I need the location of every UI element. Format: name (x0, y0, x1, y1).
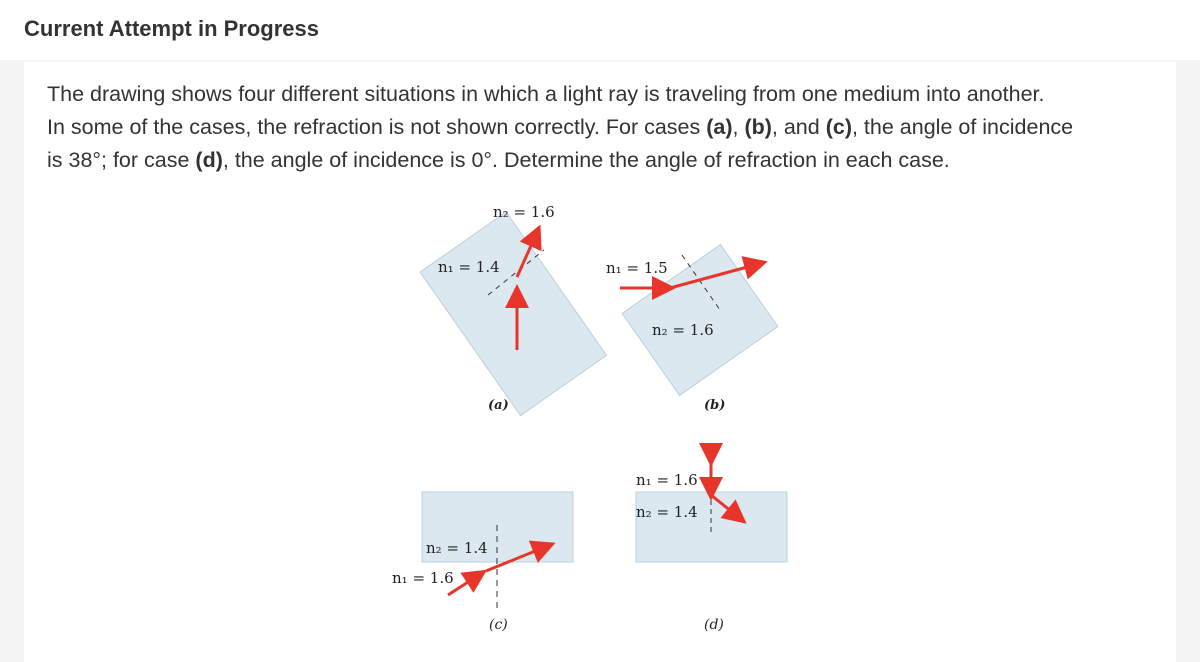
case-b-n2-label: n₂ = 1.6 (652, 321, 714, 339)
case-c-n2-label: n₂ = 1.4 (426, 539, 488, 557)
case-a-medium (420, 212, 606, 416)
case-a-n2-label: n₂ = 1.6 (493, 203, 555, 221)
case-a-n1-label: n₁ = 1.4 (438, 258, 500, 276)
case-b-caption: (b) (704, 398, 726, 413)
case-d-diagram (636, 447, 787, 633)
question-line-3: is 38°; for case (d), the angle of incidence is 0°. Determine the angle of refraction in each case. (47, 148, 950, 172)
case-c-ref: (c) (825, 115, 852, 139)
case-d-caption: (d) (704, 617, 724, 633)
case-a-diagram (420, 203, 606, 416)
case-c-n1-label: n₁ = 1.6 (392, 569, 454, 587)
case-b-n1-label: n₁ = 1.5 (606, 259, 668, 277)
question-line-2: In some of the cases, the refraction is not shown correctly. For cases (a), (b), and (c), the angle of incidence (47, 115, 1074, 139)
case-d-n1-label: n₁ = 1.6 (636, 471, 698, 489)
case-c-caption: (c) (489, 617, 508, 633)
question-text (47, 78, 1157, 177)
case-a-caption: (a) (488, 398, 509, 413)
case-b-ref: (b) (744, 115, 772, 139)
attempt-status-title: Current Attempt in Progress (24, 16, 320, 41)
case-b-diagram (606, 245, 778, 413)
header (0, 0, 1200, 60)
case-d-ref: (d) (195, 148, 223, 172)
case-c-diagram (392, 492, 573, 633)
question-line-1: The drawing shows four different situations in which a light ray is traveling from one medium into another. (47, 82, 1045, 106)
refraction-figure (370, 195, 810, 645)
case-d-n2-label: n₂ = 1.4 (636, 503, 698, 521)
case-a-ref: (a) (706, 115, 733, 139)
